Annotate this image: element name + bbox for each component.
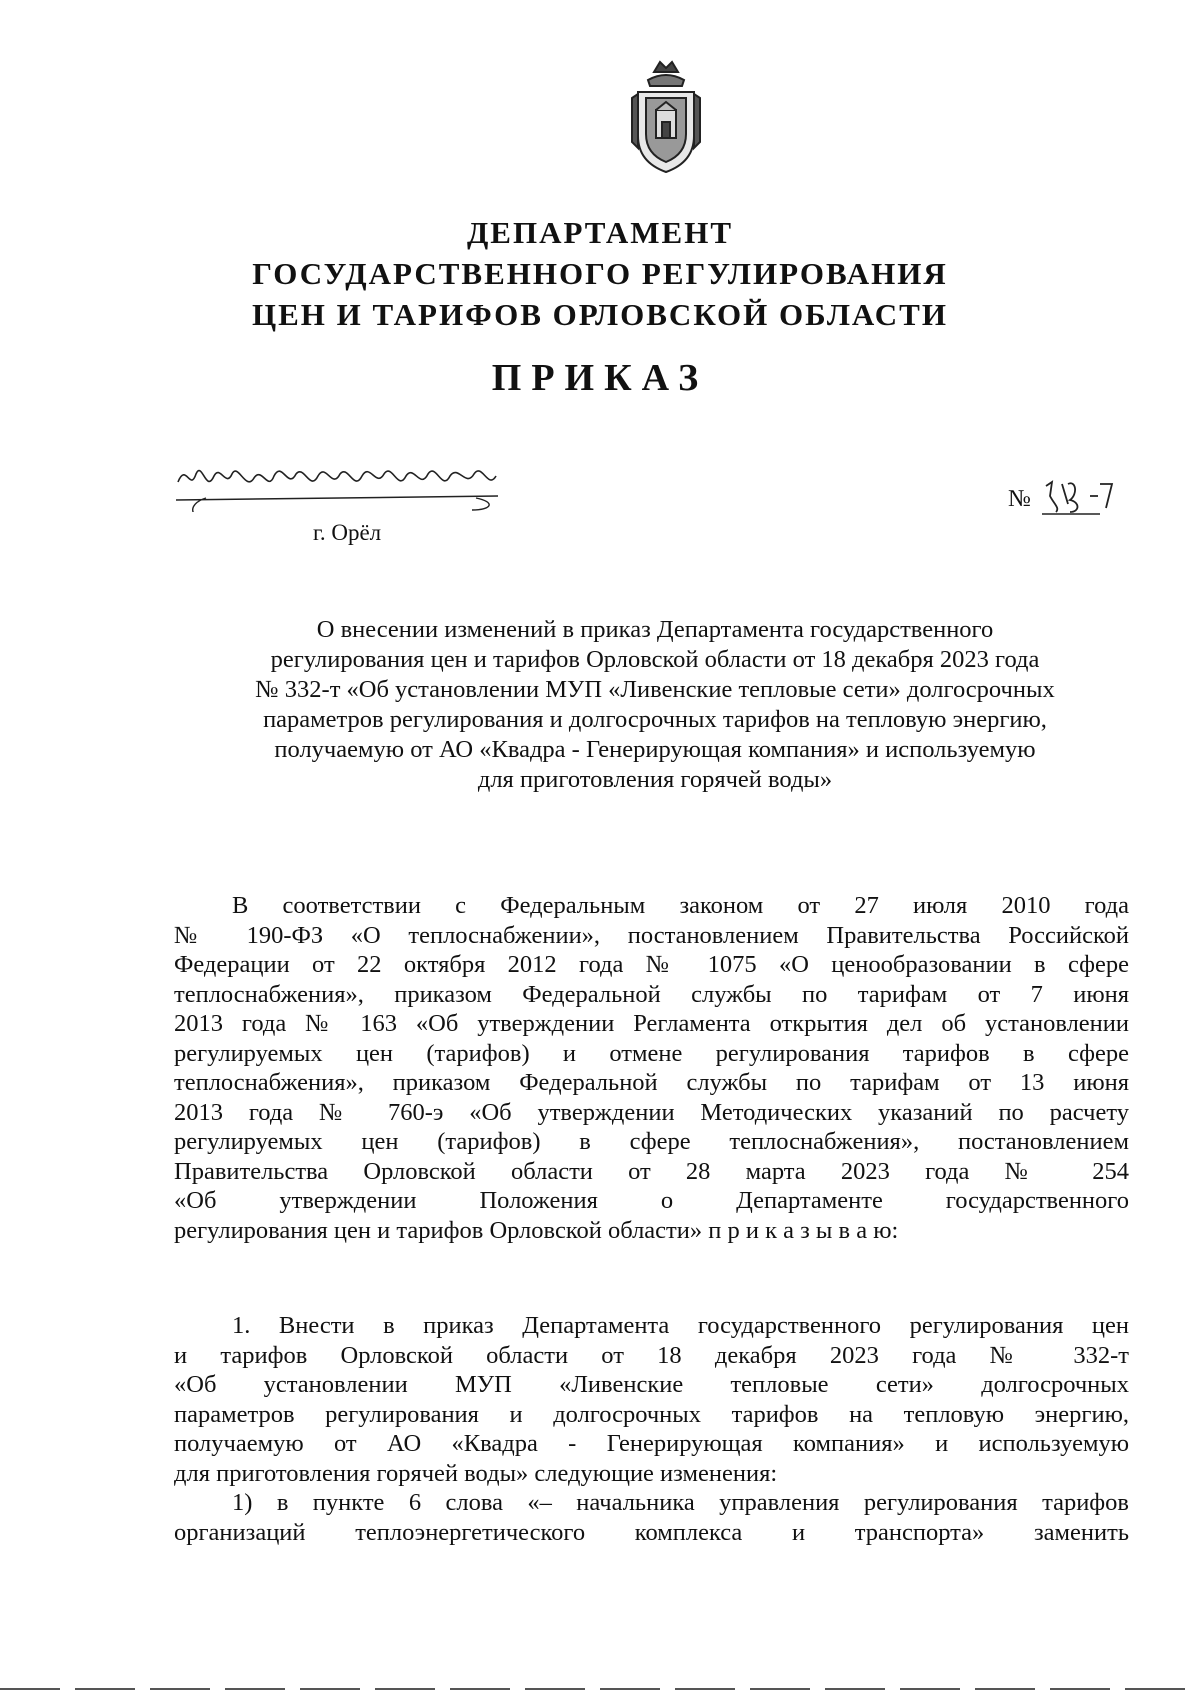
order-subject [190, 615, 1120, 795]
text-line: «Об установлении МУП «Ливенские тепловые сети» долгосрочных [174, 1371, 1129, 1398]
text-line: 1. Внести в приказ Департамента государственного регулирования цен [232, 1312, 1129, 1339]
org-name-line-1: ДЕПАРТАМЕНТ [466, 215, 734, 250]
text-line: 2013 года № 163 «Об утверждении Регламента открытия дел об установлении [174, 1010, 1129, 1037]
coat-of-arms-emblem [626, 58, 706, 176]
org-name-line-3: ЦЕН И ТАРИФОВ ОРЛОВСКОЙ ОБЛАСТИ [252, 297, 948, 332]
text-line: регулирования цен и тарифов Орловской области» п р и к а з ы в а ю: [174, 1216, 899, 1244]
text-line: получаемую от АО «Квадра - Генерирующая компания» и используемую [174, 1430, 1129, 1457]
subject-line: № 332-т «Об установлении МУП «Ливенские тепловые сети» долгосрочных [255, 676, 1055, 703]
subject-line: получаемую от АО «Квадра - Генерирующая компания» и используемую [274, 736, 1036, 763]
order-number-label: № [1008, 486, 1031, 512]
text-line: Правительства Орловской области от 28 марта 2023 года № 254 [174, 1157, 1129, 1185]
text-line: параметров регулирования и долгосрочных тарифов на тепловую энергию, [174, 1400, 1129, 1428]
text-line: Федерации от 22 октября 2012 года № 1075 «О ценообразовании в сфере [174, 951, 1129, 978]
clause-1-paragraph [174, 1311, 1129, 1547]
text-line: для приготовления горячей воды» следующие изменения: [174, 1459, 778, 1487]
subject-line: регулирования цен и тарифов Орловской области от 18 декабря 2023 года [270, 646, 1040, 673]
text-line: «Об утверждении Положения о Департаменте государственного [174, 1187, 1129, 1214]
preamble-paragraph [174, 891, 1129, 1245]
text-line: регулируемых цен (тарифов) и отмене регулирования тарифов в сфере [174, 1039, 1129, 1067]
text-line: 1) в пункте 6 слова «– начальника управления регулирования тарифов [232, 1489, 1129, 1516]
subject-line: О внесении изменений в приказ Департамента государственного [316, 616, 994, 643]
text-line: теплоснабжения», приказом Федеральной службы по тарифам от 7 июня [174, 980, 1129, 1008]
text-line: регулируемых цен (тарифов) в сфере теплоснабжения», постановлением [174, 1128, 1129, 1155]
subject-line: для приготовления горячей воды» [477, 766, 833, 793]
org-name-line-2: ГОСУДАРСТВЕННОГО РЕГУЛИРОВАНИЯ [252, 256, 948, 291]
text-line: организаций теплоэнергетического комплекса и транспорта» заменить [174, 1518, 1129, 1546]
subject-line: параметров регулирования и долгосрочных тарифов на тепловую энергию, [263, 706, 1047, 733]
text-line: № 190-ФЗ «О теплоснабжении», постановлением Правительства Российской [174, 921, 1129, 949]
text-line: и тарифов Орловской области от 18 декабря 2023 года № 332-т [174, 1341, 1129, 1369]
text-line: теплоснабжения», приказом Федеральной службы по тарифам от 13 июня [174, 1069, 1129, 1096]
text-line: В соответствии с Федеральным законом от 27 июля 2010 года [232, 892, 1129, 919]
text-line: 2013 года № 760-э «Об утверждении Методических указаний по расчету [174, 1098, 1129, 1126]
document-type-title: ПРИКАЗ [491, 357, 709, 399]
scan-edge-line [0, 1688, 1200, 1690]
city-label: г. Орёл [313, 520, 382, 545]
